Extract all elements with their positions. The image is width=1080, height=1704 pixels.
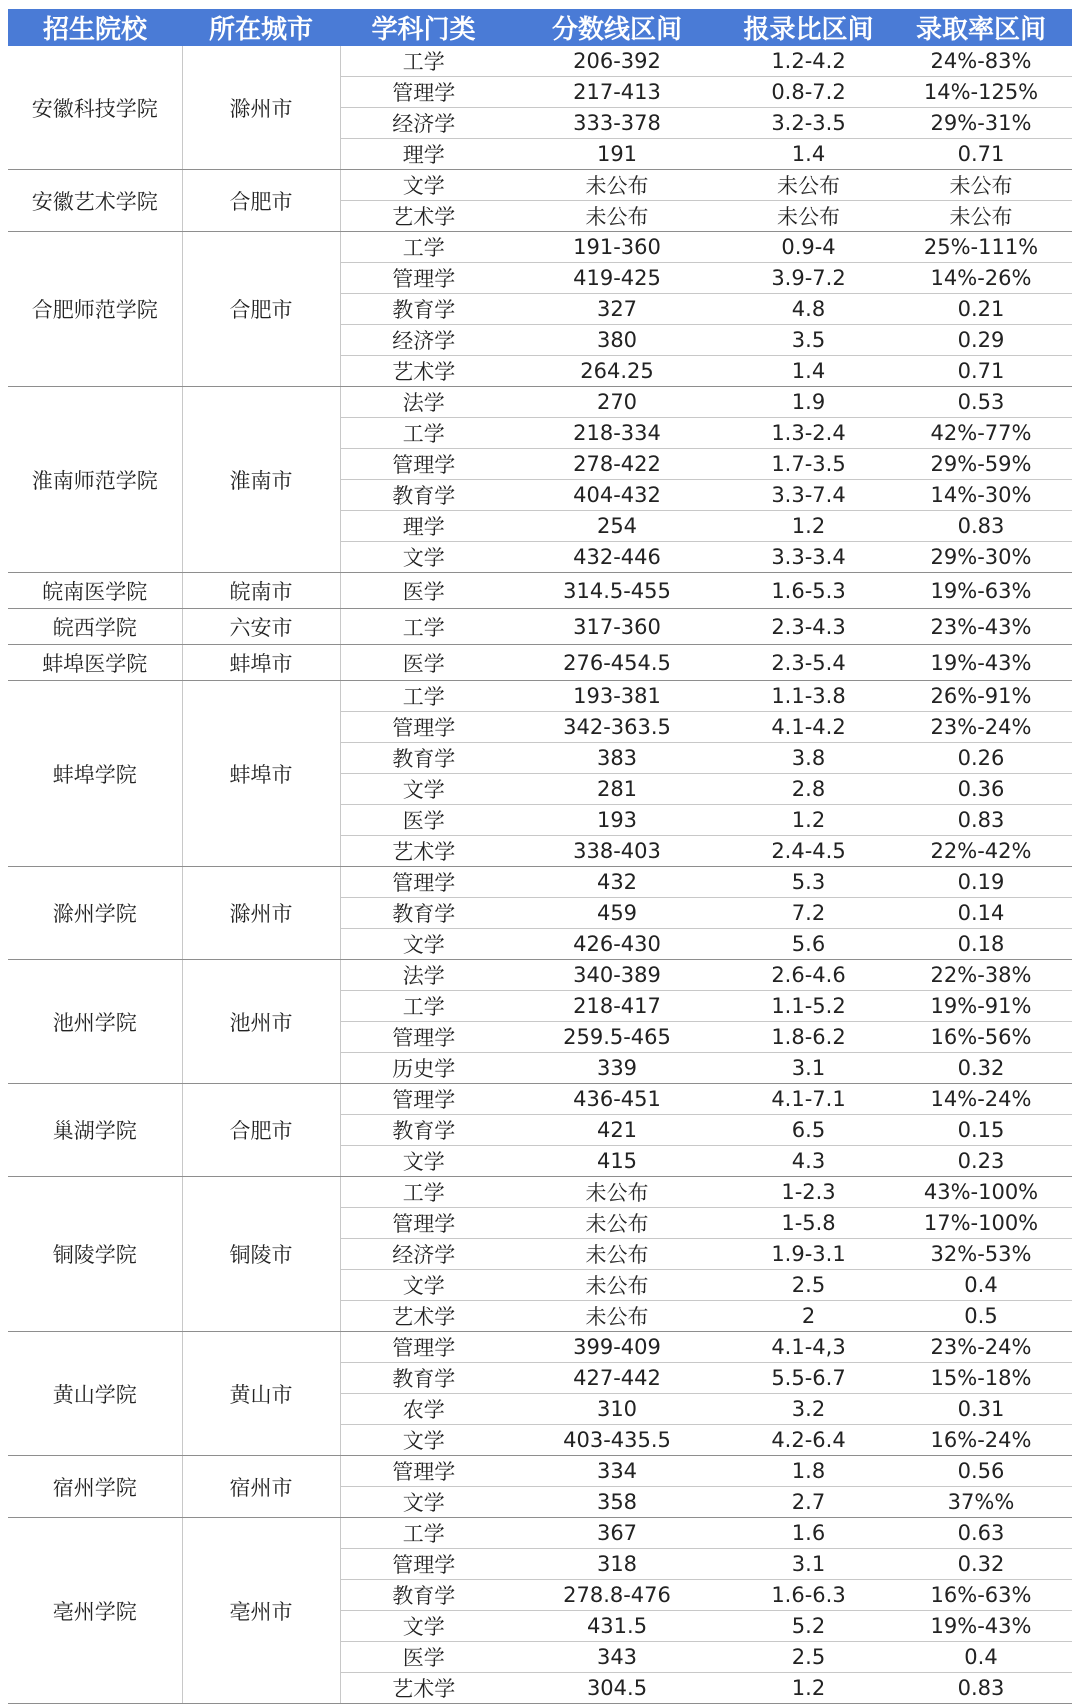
- category-cell: 艺术学: [340, 1673, 507, 1704]
- score-range-cell: 278-422: [507, 449, 727, 480]
- ratio-range-cell: 1-5.8: [727, 1208, 890, 1239]
- rate-range-cell: 15%-18%: [890, 1363, 1072, 1394]
- category-cell: 经济学: [340, 325, 507, 356]
- score-range-cell: 未公布: [507, 201, 727, 232]
- ratio-range-cell: 3.3-3.4: [727, 542, 890, 573]
- city-cell: 合肥市: [182, 170, 340, 232]
- ratio-range-cell: 1.2: [727, 511, 890, 542]
- score-range-cell: 427-442: [507, 1363, 727, 1394]
- school-cell: 黄山学院: [8, 1332, 182, 1456]
- category-cell: 法学: [340, 960, 507, 991]
- table-row: [8, 1084, 1072, 1115]
- rate-range-cell: 19%-63%: [890, 573, 1072, 609]
- city-cell: 蚌埠市: [182, 645, 340, 681]
- school-cell: 蚌埠医学院: [8, 645, 182, 681]
- score-range-cell: 未公布: [507, 1177, 727, 1208]
- rate-range-cell: 16%-63%: [890, 1580, 1072, 1611]
- category-cell: 管理学: [340, 1456, 507, 1487]
- admission-table: [8, 9, 1072, 1704]
- rate-range-cell: 37%%: [890, 1487, 1072, 1518]
- ratio-range-cell: 1.8: [727, 1456, 890, 1487]
- header-category: 学科门类: [340, 9, 507, 46]
- city-cell: 合肥市: [182, 232, 340, 387]
- category-cell: 医学: [340, 645, 507, 681]
- table-row: [8, 645, 1072, 681]
- category-cell: 经济学: [340, 108, 507, 139]
- rate-range-cell: 42%-77%: [890, 418, 1072, 449]
- rate-range-cell: 0.36: [890, 774, 1072, 805]
- score-range-cell: 254: [507, 511, 727, 542]
- score-range-cell: 338-403: [507, 836, 727, 867]
- category-cell: 艺术学: [340, 836, 507, 867]
- ratio-range-cell: 2.7: [727, 1487, 890, 1518]
- category-cell: 工学: [340, 681, 507, 712]
- score-range-cell: 264.25: [507, 356, 727, 387]
- table-row: [8, 1332, 1072, 1363]
- score-range-cell: 343: [507, 1642, 727, 1673]
- table-row: [8, 46, 1072, 77]
- score-range-cell: 367: [507, 1518, 727, 1549]
- score-range-cell: 270: [507, 387, 727, 418]
- score-range-cell: 415: [507, 1146, 727, 1177]
- school-cell: 巢湖学院: [8, 1084, 182, 1177]
- table-row: [8, 1456, 1072, 1487]
- category-cell: 文学: [340, 1425, 507, 1456]
- category-cell: 教育学: [340, 1363, 507, 1394]
- city-cell: 滁州市: [182, 46, 340, 170]
- city-cell: 滁州市: [182, 867, 340, 960]
- city-cell: 宿州市: [182, 1456, 340, 1518]
- rate-range-cell: 29%-30%: [890, 542, 1072, 573]
- city-cell: 六安市: [182, 609, 340, 645]
- school-cell: 亳州学院: [8, 1518, 182, 1704]
- category-cell: 理学: [340, 511, 507, 542]
- table-row: [8, 867, 1072, 898]
- category-cell: 文学: [340, 774, 507, 805]
- category-cell: 教育学: [340, 898, 507, 929]
- ratio-range-cell: 2.4-4.5: [727, 836, 890, 867]
- score-range-cell: 318: [507, 1549, 727, 1580]
- score-range-cell: 259.5-465: [507, 1022, 727, 1053]
- category-cell: 文学: [340, 1487, 507, 1518]
- category-cell: 管理学: [340, 867, 507, 898]
- score-range-cell: 327: [507, 294, 727, 325]
- table-row: [8, 232, 1072, 263]
- ratio-range-cell: 2.5: [727, 1642, 890, 1673]
- category-cell: 经济学: [340, 1239, 507, 1270]
- rate-range-cell: 19%-91%: [890, 991, 1072, 1022]
- rate-range-cell: 0.18: [890, 929, 1072, 960]
- rate-range-cell: 22%-42%: [890, 836, 1072, 867]
- table-row: [8, 573, 1072, 609]
- header-city: 所在城市: [182, 9, 340, 46]
- score-range-cell: 未公布: [507, 170, 727, 201]
- ratio-range-cell: 3.9-7.2: [727, 263, 890, 294]
- ratio-range-cell: 4.1-4,3: [727, 1332, 890, 1363]
- category-cell: 管理学: [340, 1208, 507, 1239]
- rate-range-cell: 26%-91%: [890, 681, 1072, 712]
- category-cell: 工学: [340, 1518, 507, 1549]
- rate-range-cell: 0.26: [890, 743, 1072, 774]
- school-cell: 合肥师范学院: [8, 232, 182, 387]
- score-range-cell: 218-334: [507, 418, 727, 449]
- score-range-cell: 421: [507, 1115, 727, 1146]
- rate-range-cell: 0.53: [890, 387, 1072, 418]
- rate-range-cell: 22%-38%: [890, 960, 1072, 991]
- school-cell: 皖西学院: [8, 609, 182, 645]
- ratio-range-cell: 3.2: [727, 1394, 890, 1425]
- ratio-range-cell: 1.9-3.1: [727, 1239, 890, 1270]
- rate-range-cell: 43%-100%: [890, 1177, 1072, 1208]
- rate-range-cell: 0.63: [890, 1518, 1072, 1549]
- category-cell: 教育学: [340, 743, 507, 774]
- rate-range-cell: 14%-24%: [890, 1084, 1072, 1115]
- ratio-range-cell: 1.2: [727, 1673, 890, 1704]
- category-cell: 管理学: [340, 449, 507, 480]
- city-cell: 蚌埠市: [182, 681, 340, 867]
- score-range-cell: 404-432: [507, 480, 727, 511]
- category-cell: 文学: [340, 1611, 507, 1642]
- category-cell: 管理学: [340, 77, 507, 108]
- ratio-range-cell: 4.2-6.4: [727, 1425, 890, 1456]
- score-range-cell: 333-378: [507, 108, 727, 139]
- category-cell: 管理学: [340, 263, 507, 294]
- header-ratio-range: 报录比区间: [727, 9, 890, 46]
- rate-range-cell: 0.19: [890, 867, 1072, 898]
- rate-range-cell: 19%-43%: [890, 645, 1072, 681]
- category-cell: 文学: [340, 929, 507, 960]
- score-range-cell: 436-451: [507, 1084, 727, 1115]
- school-cell: 皖南医学院: [8, 573, 182, 609]
- ratio-range-cell: 0.9-4: [727, 232, 890, 263]
- score-range-cell: 218-417: [507, 991, 727, 1022]
- ratio-range-cell: 5.3: [727, 867, 890, 898]
- category-cell: 艺术学: [340, 201, 507, 232]
- ratio-range-cell: 1.1-5.2: [727, 991, 890, 1022]
- school-cell: 淮南师范学院: [8, 387, 182, 573]
- rate-range-cell: 0.83: [890, 1673, 1072, 1704]
- score-range-cell: 383: [507, 743, 727, 774]
- rate-range-cell: 16%-24%: [890, 1425, 1072, 1456]
- table-header: [8, 9, 1072, 46]
- rate-range-cell: 未公布: [890, 170, 1072, 201]
- category-cell: 教育学: [340, 294, 507, 325]
- table-body: [8, 46, 1072, 1704]
- rate-range-cell: 0.56: [890, 1456, 1072, 1487]
- category-cell: 工学: [340, 991, 507, 1022]
- ratio-range-cell: 0.8-7.2: [727, 77, 890, 108]
- ratio-range-cell: 4.1-4.2: [727, 712, 890, 743]
- score-range-cell: 339: [507, 1053, 727, 1084]
- rate-range-cell: 0.83: [890, 511, 1072, 542]
- ratio-range-cell: 1.6-5.3: [727, 573, 890, 609]
- rate-range-cell: 14%-30%: [890, 480, 1072, 511]
- table-row: [8, 387, 1072, 418]
- ratio-range-cell: 3.8: [727, 743, 890, 774]
- category-cell: 管理学: [340, 1022, 507, 1053]
- score-range-cell: 419-425: [507, 263, 727, 294]
- category-cell: 教育学: [340, 1580, 507, 1611]
- ratio-range-cell: 5.6: [727, 929, 890, 960]
- ratio-range-cell: 1.2: [727, 805, 890, 836]
- rate-range-cell: 0.32: [890, 1549, 1072, 1580]
- school-cell: 池州学院: [8, 960, 182, 1084]
- school-cell: 铜陵学院: [8, 1177, 182, 1332]
- category-cell: 工学: [340, 609, 507, 645]
- ratio-range-cell: 1.9: [727, 387, 890, 418]
- city-cell: 铜陵市: [182, 1177, 340, 1332]
- score-range-cell: 193-381: [507, 681, 727, 712]
- table-row: [8, 1518, 1072, 1549]
- ratio-range-cell: 4.3: [727, 1146, 890, 1177]
- score-range-cell: 314.5-455: [507, 573, 727, 609]
- table-row: [8, 681, 1072, 712]
- category-cell: 文学: [340, 1270, 507, 1301]
- ratio-range-cell: 6.5: [727, 1115, 890, 1146]
- category-cell: 工学: [340, 418, 507, 449]
- ratio-range-cell: 2.6-4.6: [727, 960, 890, 991]
- rate-range-cell: 0.15: [890, 1115, 1072, 1146]
- category-cell: 工学: [340, 1177, 507, 1208]
- city-cell: 淮南市: [182, 387, 340, 573]
- score-range-cell: 340-389: [507, 960, 727, 991]
- score-range-cell: 未公布: [507, 1301, 727, 1332]
- rate-range-cell: 23%-24%: [890, 712, 1072, 743]
- score-range-cell: 未公布: [507, 1270, 727, 1301]
- ratio-range-cell: 3.2-3.5: [727, 108, 890, 139]
- ratio-range-cell: 1.6: [727, 1518, 890, 1549]
- ratio-range-cell: 2: [727, 1301, 890, 1332]
- rate-range-cell: 14%-125%: [890, 77, 1072, 108]
- category-cell: 文学: [340, 1146, 507, 1177]
- category-cell: 工学: [340, 46, 507, 77]
- ratio-range-cell: 1-2.3: [727, 1177, 890, 1208]
- rate-range-cell: 0.21: [890, 294, 1072, 325]
- header-score-range: 分数线区间: [507, 9, 727, 46]
- ratio-range-cell: 未公布: [727, 170, 890, 201]
- rate-range-cell: 23%-24%: [890, 1332, 1072, 1363]
- ratio-range-cell: 3.1: [727, 1053, 890, 1084]
- header-row: [8, 9, 1072, 46]
- table-row: [8, 170, 1072, 201]
- school-cell: 滁州学院: [8, 867, 182, 960]
- ratio-range-cell: 1.2-4.2: [727, 46, 890, 77]
- score-range-cell: 317-360: [507, 609, 727, 645]
- rate-range-cell: 0.29: [890, 325, 1072, 356]
- score-range-cell: 206-392: [507, 46, 727, 77]
- score-range-cell: 334: [507, 1456, 727, 1487]
- ratio-range-cell: 4.8: [727, 294, 890, 325]
- rate-range-cell: 0.83: [890, 805, 1072, 836]
- city-cell: 皖南市: [182, 573, 340, 609]
- ratio-range-cell: 5.2: [727, 1611, 890, 1642]
- score-range-cell: 380: [507, 325, 727, 356]
- score-range-cell: 304.5: [507, 1673, 727, 1704]
- rate-range-cell: 16%-56%: [890, 1022, 1072, 1053]
- score-range-cell: 未公布: [507, 1208, 727, 1239]
- category-cell: 文学: [340, 542, 507, 573]
- school-cell: 安徽科技学院: [8, 46, 182, 170]
- category-cell: 农学: [340, 1394, 507, 1425]
- rate-range-cell: 0.5: [890, 1301, 1072, 1332]
- ratio-range-cell: 3.1: [727, 1549, 890, 1580]
- ratio-range-cell: 3.3-7.4: [727, 480, 890, 511]
- category-cell: 艺术学: [340, 356, 507, 387]
- ratio-range-cell: 7.2: [727, 898, 890, 929]
- ratio-range-cell: 5.5-6.7: [727, 1363, 890, 1394]
- score-range-cell: 276-454.5: [507, 645, 727, 681]
- ratio-range-cell: 1.8-6.2: [727, 1022, 890, 1053]
- rate-range-cell: 17%-100%: [890, 1208, 1072, 1239]
- category-cell: 医学: [340, 1642, 507, 1673]
- city-cell: 亳州市: [182, 1518, 340, 1704]
- table-row: [8, 960, 1072, 991]
- rate-range-cell: 14%-26%: [890, 263, 1072, 294]
- category-cell: 教育学: [340, 1115, 507, 1146]
- score-range-cell: 193: [507, 805, 727, 836]
- rate-range-cell: 0.14: [890, 898, 1072, 929]
- rate-range-cell: 未公布: [890, 201, 1072, 232]
- category-cell: 医学: [340, 573, 507, 609]
- rate-range-cell: 0.32: [890, 1053, 1072, 1084]
- score-range-cell: 未公布: [507, 1239, 727, 1270]
- rate-range-cell: 0.4: [890, 1270, 1072, 1301]
- rate-range-cell: 0.71: [890, 139, 1072, 170]
- score-range-cell: 278.8-476: [507, 1580, 727, 1611]
- category-cell: 历史学: [340, 1053, 507, 1084]
- category-cell: 文学: [340, 170, 507, 201]
- header-rate-range: 录取率区间: [890, 9, 1072, 46]
- rate-range-cell: 29%-59%: [890, 449, 1072, 480]
- ratio-range-cell: 2.5: [727, 1270, 890, 1301]
- ratio-range-cell: 1.6-6.3: [727, 1580, 890, 1611]
- category-cell: 管理学: [340, 712, 507, 743]
- category-cell: 理学: [340, 139, 507, 170]
- ratio-range-cell: 1.4: [727, 356, 890, 387]
- category-cell: 工学: [340, 232, 507, 263]
- school-cell: 安徽艺术学院: [8, 170, 182, 232]
- category-cell: 管理学: [340, 1332, 507, 1363]
- table-row: [8, 609, 1072, 645]
- score-range-cell: 432-446: [507, 542, 727, 573]
- score-range-cell: 403-435.5: [507, 1425, 727, 1456]
- score-range-cell: 217-413: [507, 77, 727, 108]
- ratio-range-cell: 2.3-5.4: [727, 645, 890, 681]
- rate-range-cell: 0.31: [890, 1394, 1072, 1425]
- score-range-cell: 281: [507, 774, 727, 805]
- category-cell: 医学: [340, 805, 507, 836]
- school-cell: 宿州学院: [8, 1456, 182, 1518]
- category-cell: 教育学: [340, 480, 507, 511]
- ratio-range-cell: 1.4: [727, 139, 890, 170]
- city-cell: 黄山市: [182, 1332, 340, 1456]
- score-range-cell: 399-409: [507, 1332, 727, 1363]
- score-range-cell: 191: [507, 139, 727, 170]
- category-cell: 管理学: [340, 1549, 507, 1580]
- score-range-cell: 432: [507, 867, 727, 898]
- rate-range-cell: 0.71: [890, 356, 1072, 387]
- score-range-cell: 459: [507, 898, 727, 929]
- rate-range-cell: 23%-43%: [890, 609, 1072, 645]
- ratio-range-cell: 3.5: [727, 325, 890, 356]
- ratio-range-cell: 1.3-2.4: [727, 418, 890, 449]
- category-cell: 法学: [340, 387, 507, 418]
- score-range-cell: 431.5: [507, 1611, 727, 1642]
- rate-range-cell: 0.23: [890, 1146, 1072, 1177]
- rate-range-cell: 0.4: [890, 1642, 1072, 1673]
- score-range-cell: 310: [507, 1394, 727, 1425]
- ratio-range-cell: 未公布: [727, 201, 890, 232]
- table-row: [8, 1177, 1072, 1208]
- score-range-cell: 426-430: [507, 929, 727, 960]
- city-cell: 池州市: [182, 960, 340, 1084]
- ratio-range-cell: 1.7-3.5: [727, 449, 890, 480]
- category-cell: 艺术学: [340, 1301, 507, 1332]
- city-cell: 合肥市: [182, 1084, 340, 1177]
- header-school: 招生院校: [8, 9, 182, 46]
- ratio-range-cell: 2.3-4.3: [727, 609, 890, 645]
- rate-range-cell: 32%-53%: [890, 1239, 1072, 1270]
- rate-range-cell: 24%-83%: [890, 46, 1072, 77]
- rate-range-cell: 29%-31%: [890, 108, 1072, 139]
- score-range-cell: 358: [507, 1487, 727, 1518]
- score-range-cell: 342-363.5: [507, 712, 727, 743]
- score-range-cell: 191-360: [507, 232, 727, 263]
- ratio-range-cell: 4.1-7.1: [727, 1084, 890, 1115]
- school-cell: 蚌埠学院: [8, 681, 182, 867]
- ratio-range-cell: 1.1-3.8: [727, 681, 890, 712]
- category-cell: 管理学: [340, 1084, 507, 1115]
- ratio-range-cell: 2.8: [727, 774, 890, 805]
- rate-range-cell: 25%-111%: [890, 232, 1072, 263]
- rate-range-cell: 19%-43%: [890, 1611, 1072, 1642]
